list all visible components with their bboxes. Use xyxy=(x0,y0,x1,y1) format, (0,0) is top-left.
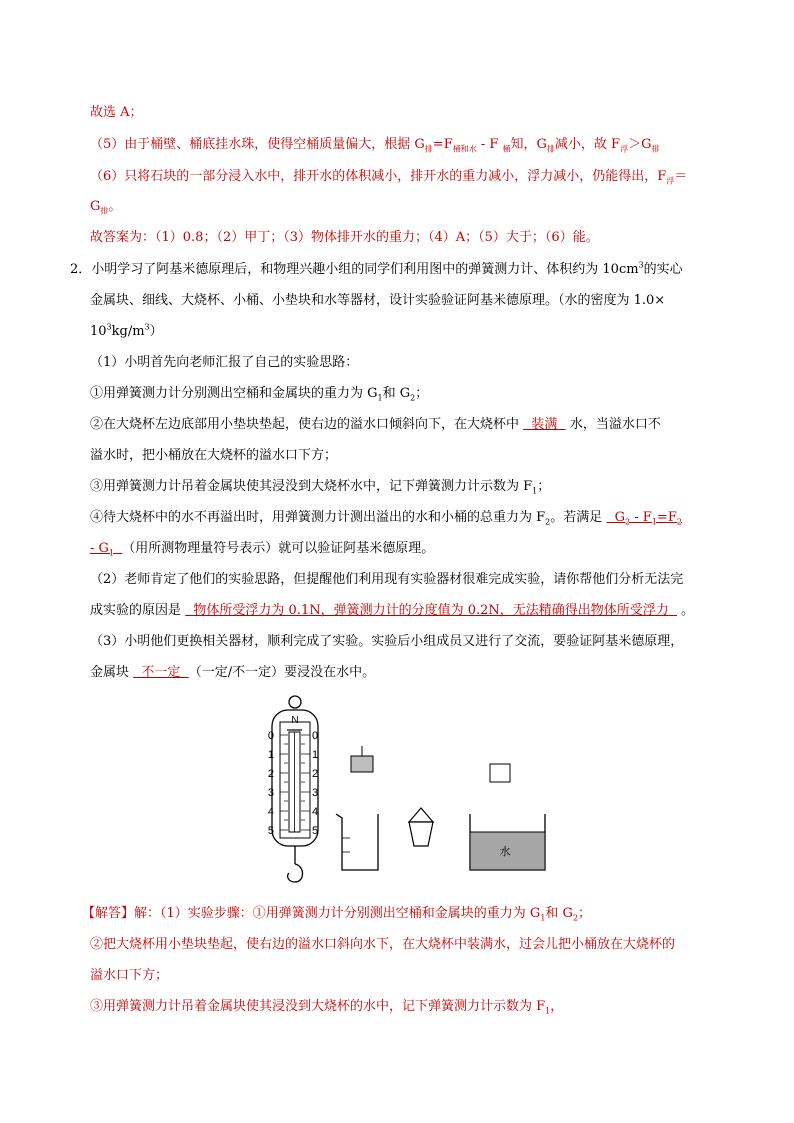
svg-text:5: 5 xyxy=(267,825,274,837)
part-3-line-1: （3）小明他们更换相关器材，顺利完成了实验。实验后小组成员又进行了交流，要验证阿基米德原理， xyxy=(90,634,684,649)
svg-text:2: 2 xyxy=(312,768,319,780)
step-3: ③用弹簧测力计吊着金属块使其浸没到大烧杯水中，记下弹簧测力计示数为 $F_1$； xyxy=(90,479,551,496)
answer-tag: 【解答】 xyxy=(82,906,135,921)
svg-text:0: 0 xyxy=(312,730,319,742)
solution-line-4: $G_排$。 xyxy=(90,199,122,216)
step-2: ②在大烧杯左边底部用小垫块垫起，使右边的溢水口倾斜向下，在大烧杯中 装满 水，当溢水口不 xyxy=(90,417,661,432)
blank-answer-4: 不一定 xyxy=(141,665,181,680)
svg-text:3: 3 xyxy=(267,787,274,799)
water-label: 水 xyxy=(499,846,511,858)
small-beaker xyxy=(336,814,378,870)
answer-line-2: ②把大烧杯用小垫块垫起，使右边的溢水口斜向水下，在大烧杯中装满水，过会儿把小桶放在大烧杯的 xyxy=(90,937,676,952)
svg-text:2: 2 xyxy=(267,768,274,780)
solution-answer-summary: 故答案为：（1）0.8；（2）甲丁；（3）物体排开水的重力；（4）A；（5）大于；（6）能。 xyxy=(90,230,599,245)
metal-block xyxy=(351,746,373,772)
svg-text:5: 5 xyxy=(312,825,319,837)
svg-text:4: 4 xyxy=(312,806,319,818)
solution-line-2: （5）由于桶壁、桶底挂水珠，使得空桶质量偏大，根据 $G_排=F_{桶和水} - F$ $_桶$知，$G_排$减小，故 $F_浮>G_排$ xyxy=(90,137,660,154)
spring-scale xyxy=(268,696,318,882)
part-3-line-2: 金属块 不一定 （一定/不一定）要浸没在水中。 xyxy=(90,665,376,680)
answer-line-3: 溢水口下方； xyxy=(90,968,169,983)
answer-line-1: 【解答】解：（1）实验步骤：①用弹簧测力计分别测出空桶和金属块的重力为 $G_1$和 $G_2$； xyxy=(82,906,592,923)
scale-unit: N xyxy=(291,715,299,726)
blank-answer-2: $G_2 - F_1=F_2$ xyxy=(614,510,682,527)
solution-line-3: （6）只将石块的一部分浸入水中，排开水的体积减小，排开水的重力减小，浮力减小，仍能得出，$F_浮=$ xyxy=(90,169,688,186)
svg-text:1: 1 xyxy=(312,749,319,761)
step-4: ④待大烧杯中的水不再溢出时，用弹簧测力计测出溢出的水和小桶的总重力为 $F_2$。若满足 $G_2 - F_1=F_2$ xyxy=(90,510,682,527)
blank-answer-1: 装满 xyxy=(531,417,558,432)
large-beaker xyxy=(470,814,545,870)
step-1: ①用弹簧测力计分别测出空桶和金属块的重力为 $G_1$和 $G_2$； xyxy=(90,386,429,403)
svg-text:4: 4 xyxy=(267,806,274,818)
question-2-line-1: 2．小明学习了阿基米德原理后，和物理兴趣小组的同学们利用图中的弹簧测力计、体积约为 $10cm^3$的实心 xyxy=(70,260,683,277)
blank-answer-3: 物体所受浮力为 0.1N，弹簧测力计的分度值为 0.2N，无法精确得出物体所受浮力 xyxy=(193,603,669,618)
small-pad-block xyxy=(490,764,510,782)
svg-text:0: 0 xyxy=(267,730,274,742)
answer-line-4: ③用弹簧测力计吊着金属块使其浸没到大烧杯的水中，记下弹簧测力计示数为 $F_1$， xyxy=(90,999,564,1016)
small-bucket xyxy=(409,808,433,846)
svg-text:1: 1 xyxy=(267,749,274,761)
svg-text:3: 3 xyxy=(312,787,319,799)
part-2-line-1: （2）老师肯定了他们的实验思路，但提醒他们利用现有实验器材很难完成实验，请你帮他们分析无法完 xyxy=(90,572,684,587)
step-4-cont: - $G_1$ （用所测物理量符号表示）就可以验证阿基米德原理。 xyxy=(90,541,435,558)
step-2-cont: 溢水时，把小桶放在大烧杯的溢水口下方； xyxy=(90,448,338,463)
question-2-line-2: 金属块、细线、大烧杯、小桶、小垫块和水等器材，设计实验验证阿基米德原理。（水的密度为 1.0× xyxy=(90,293,666,308)
solution-line-1: 故选 A； xyxy=(90,105,143,120)
apparatus-figure xyxy=(260,692,560,892)
question-2-line-3: $10^3kg/m^3$） xyxy=(90,322,163,339)
part-2-line-2: 成实验的原因是 物体所受浮力为 0.1N，弹簧测力计的分度值为 0.2N，无法精确得出物体所受浮力 。 xyxy=(90,603,695,618)
part-1-intro: （1）小明首先向老师汇报了自己的实验思路： xyxy=(90,355,359,370)
